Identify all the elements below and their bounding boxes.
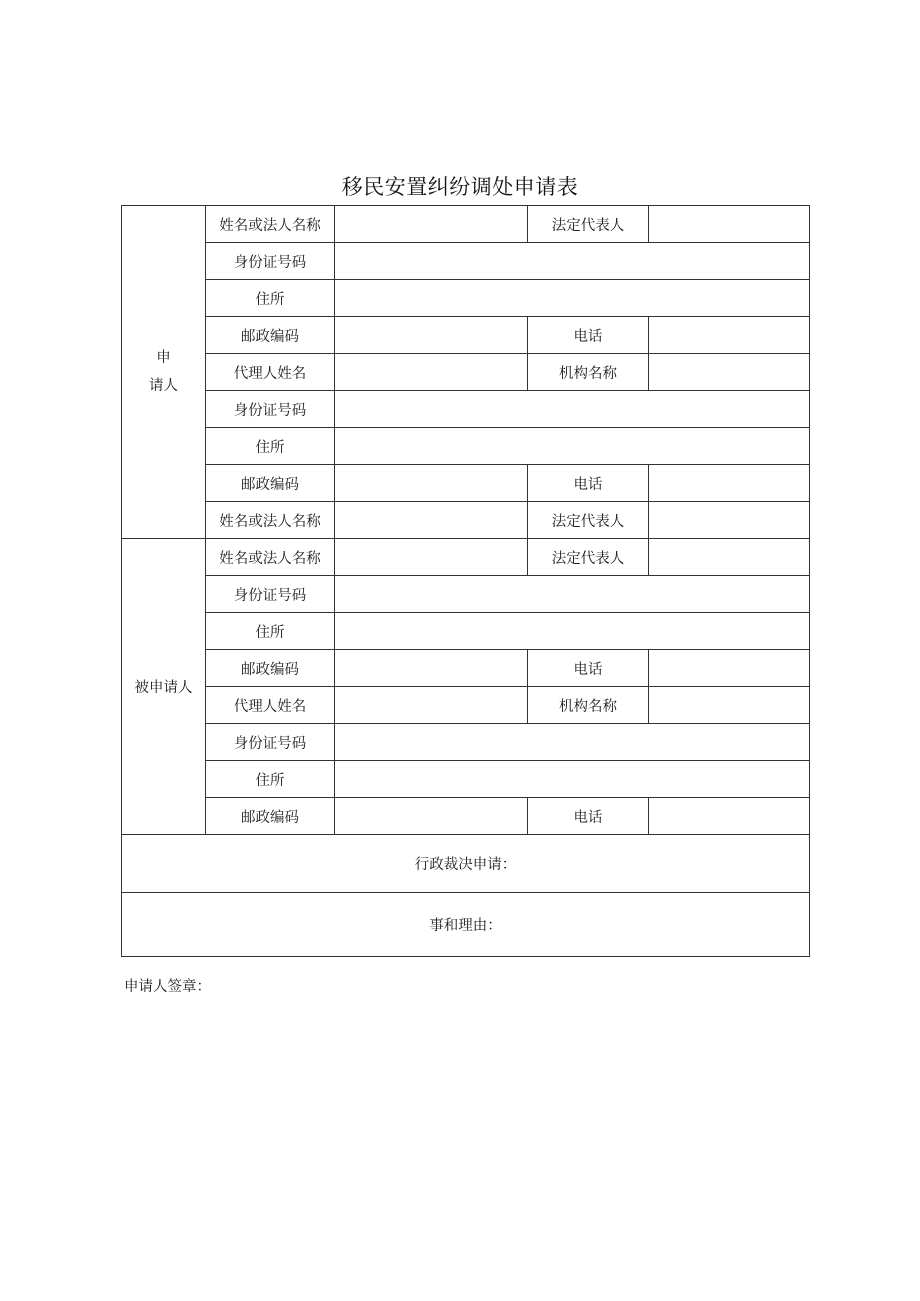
ruling-request-field[interactable] <box>122 835 810 893</box>
applicant-agent-phone-label: 电话 <box>528 465 649 502</box>
applicant-address-label: 住所 <box>206 280 335 317</box>
ruling-request-label: 行政裁决申请： <box>414 857 517 873</box>
respondent-postcode-label: 邮政编码 <box>206 650 335 687</box>
respondent-row-agent-postcode <box>122 798 810 835</box>
respondent-id-label: 身份证号码 <box>206 576 335 613</box>
applicant-agent-phone-field[interactable] <box>649 465 810 502</box>
respondent-phone-label: 电话 <box>528 650 649 687</box>
respondent-address-field[interactable] <box>335 613 810 650</box>
respondent-row-name <box>122 539 810 576</box>
applicant-row-address <box>122 280 810 317</box>
applicant-agent-id-field[interactable] <box>335 391 810 428</box>
applicant-legal-rep-field[interactable] <box>649 206 810 243</box>
respondent-agent-phone-field[interactable] <box>649 798 810 835</box>
respondent-legal-rep-field[interactable] <box>649 539 810 576</box>
respondent-agent-address-label: 住所 <box>206 761 335 798</box>
facts-reasons-label: 事和理由： <box>429 918 502 934</box>
respondent-name-label: 姓名或法人名称 <box>206 539 335 576</box>
applicant-row-name-2 <box>122 502 810 539</box>
respondent-group-label: 被申请人 <box>122 539 206 835</box>
respondent-agent-field[interactable] <box>335 687 528 724</box>
applicant-id-label: 身份证号码 <box>206 243 335 280</box>
ruling-request-row <box>122 835 810 893</box>
applicant-phone-field[interactable] <box>649 317 810 354</box>
respondent-agent-postcode-label: 邮政编码 <box>206 798 335 835</box>
applicant-postcode-label: 邮政编码 <box>206 317 335 354</box>
applicant-row-agent <box>122 354 810 391</box>
respondent-row-address <box>122 613 810 650</box>
applicant-legal-rep-label: 法定代表人 <box>528 206 649 243</box>
respondent-org-field[interactable] <box>649 687 810 724</box>
respondent-id-field[interactable] <box>335 576 810 613</box>
respondent-address-label: 住所 <box>206 613 335 650</box>
applicant-phone-label: 电话 <box>528 317 649 354</box>
applicant-agent-address-field[interactable] <box>335 428 810 465</box>
applicant-name-label: 姓名或法人名称 <box>206 206 335 243</box>
respondent-agent-phone-label: 电话 <box>528 798 649 835</box>
respondent-name-field[interactable] <box>335 539 528 576</box>
applicant-row-postcode <box>122 317 810 354</box>
applicant-agent-postcode-field[interactable] <box>335 465 528 502</box>
respondent-row-agent-id <box>122 724 810 761</box>
signature-label: 申请人签章： <box>124 979 211 995</box>
respondent-agent-label: 代理人姓名 <box>206 687 335 724</box>
applicant-name2-field[interactable] <box>335 502 528 539</box>
respondent-org-label: 机构名称 <box>528 687 649 724</box>
applicant-address-field[interactable] <box>335 280 810 317</box>
respondent-agent-address-field[interactable] <box>335 761 810 798</box>
applicant-id-field[interactable] <box>335 243 810 280</box>
respondent-legal-rep-label: 法定代表人 <box>528 539 649 576</box>
respondent-phone-field[interactable] <box>649 650 810 687</box>
respondent-row-agent <box>122 687 810 724</box>
applicant-agent-address-label: 住所 <box>206 428 335 465</box>
applicant-row-agent-address <box>122 428 810 465</box>
applicant-row-agent-id <box>122 391 810 428</box>
applicant-agent-id-label: 身份证号码 <box>206 391 335 428</box>
applicant-row-name <box>122 206 810 243</box>
applicant-group-label: 申 请人 <box>122 206 206 539</box>
respondent-row-agent-address <box>122 761 810 798</box>
applicant-name2-label: 姓名或法人名称 <box>206 502 335 539</box>
applicant-row-id <box>122 243 810 280</box>
applicant-name-field[interactable] <box>335 206 528 243</box>
applicant-agent-postcode-label: 邮政编码 <box>206 465 335 502</box>
respondent-row-postcode <box>122 650 810 687</box>
applicant-org-field[interactable] <box>649 354 810 391</box>
application-form-table <box>121 205 810 957</box>
applicant-row-agent-postcode <box>122 465 810 502</box>
respondent-row-id <box>122 576 810 613</box>
respondent-postcode-field[interactable] <box>335 650 528 687</box>
applicant-legal-rep2-field[interactable] <box>649 502 810 539</box>
applicant-agent-field[interactable] <box>335 354 528 391</box>
applicant-legal-rep2-label: 法定代表人 <box>528 502 649 539</box>
respondent-agent-id-field[interactable] <box>335 724 810 761</box>
applicant-agent-label: 代理人姓名 <box>206 354 335 391</box>
form-title: 移民安置纠纷调处申请表 <box>341 175 579 199</box>
respondent-agent-id-label: 身份证号码 <box>206 724 335 761</box>
respondent-agent-postcode-field[interactable] <box>335 798 528 835</box>
facts-reasons-field[interactable] <box>122 893 810 957</box>
facts-reasons-row <box>122 893 810 957</box>
applicant-postcode-field[interactable] <box>335 317 528 354</box>
applicant-org-label: 机构名称 <box>528 354 649 391</box>
